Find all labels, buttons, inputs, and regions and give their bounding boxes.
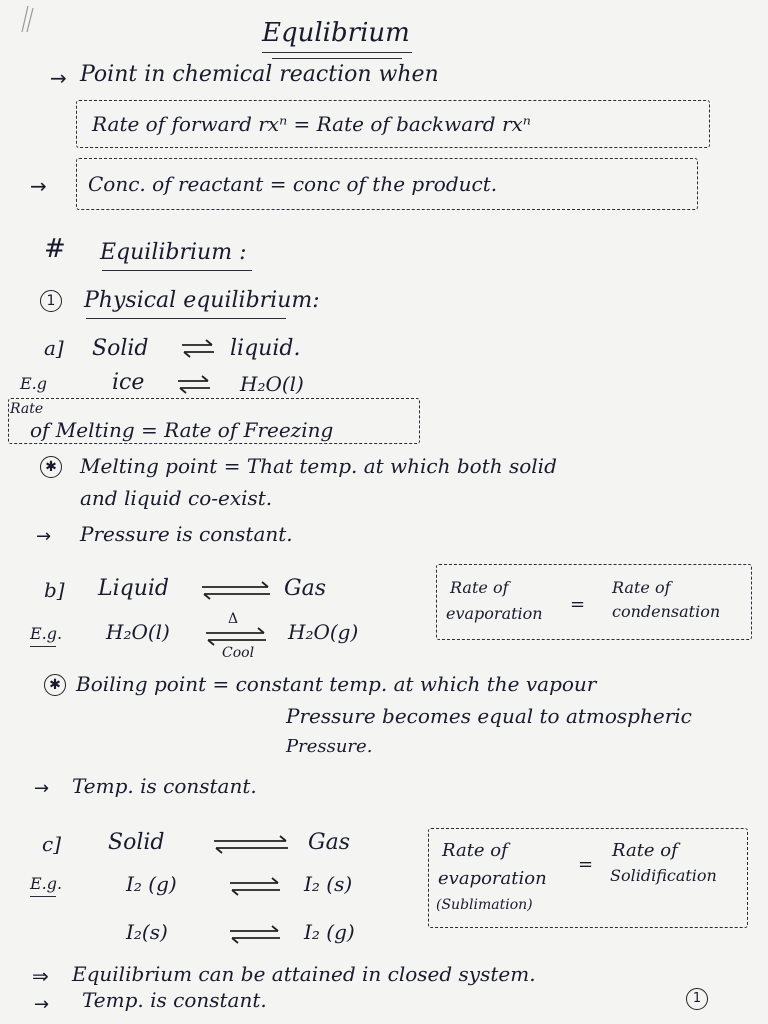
equilibrium-arrow-icon: [228, 924, 282, 944]
eg2-label: E.g.: [30, 624, 63, 643]
eg1-label: E.g: [20, 374, 48, 393]
arrow-icon: →: [30, 174, 47, 198]
solidification-label-2: Solidification: [610, 866, 717, 885]
c-gas: Gas: [308, 830, 350, 855]
page-number-badge: 1: [686, 988, 708, 1010]
iodine-r1-right: I₂ (s): [304, 872, 353, 896]
temp-constant-1: Temp. is constant.: [72, 774, 257, 798]
rate-tag: Rate: [10, 401, 44, 417]
c-label: c]: [42, 832, 62, 856]
physical-heading-underline: [86, 318, 286, 319]
sublimation-label-2: evaporation: [438, 868, 547, 889]
arrow-icon: →: [36, 526, 52, 547]
b-liquid: Liquid: [98, 576, 170, 601]
box-equals: =: [570, 594, 586, 615]
star-bullet-icon: ✱: [40, 456, 62, 478]
b-label: b]: [44, 578, 65, 602]
eg2-water-liquid: H₂O(l): [106, 620, 170, 644]
eg3-label: E.g.: [30, 874, 63, 893]
b-gas: Gas: [284, 576, 326, 601]
melting-point-line1: Melting point = That temp. at which both solid: [80, 454, 557, 478]
evaporation-label-1: Rate of: [450, 578, 509, 597]
condensation-label-1: Rate of: [612, 578, 671, 597]
star-bullet-icon: ✱: [44, 674, 66, 696]
concentration-text: Conc. of reactant = conc of the product.: [88, 172, 498, 196]
c-solid: Solid: [108, 830, 165, 855]
title-underline: [262, 52, 412, 53]
arrow-icon: →: [50, 66, 67, 90]
closed-system-line: Equilibrium can be attained in closed system.: [72, 962, 536, 986]
equilibrium-arrow-icon: [200, 580, 272, 600]
equilibrium-arrow-icon: [228, 876, 282, 896]
eg2-underline: [30, 646, 56, 647]
boiling-point-line2: Pressure becomes equal to atmospheric: [286, 704, 692, 728]
box-equals: =: [578, 854, 594, 875]
a-label: a]: [44, 336, 64, 360]
a-liquid: liquid.: [230, 336, 301, 361]
double-arrow-icon: ⇒: [32, 964, 49, 988]
hash-symbol: #: [44, 234, 66, 264]
equilibrium-arrow-icon: [204, 626, 268, 646]
section-heading-underline: [102, 270, 252, 271]
boiling-point-line3: Pressure.: [286, 736, 373, 757]
pen-scratch-mark: [18, 4, 38, 34]
heat-delta-label: Δ: [228, 611, 239, 627]
boiling-point-line1: Boiling point = constant temp. at which the vapour: [76, 672, 597, 696]
eg2-water-gas: H₂O(g): [288, 620, 359, 644]
number-1-badge: 1: [40, 290, 62, 312]
cool-label: Cool: [222, 645, 255, 661]
evaporation-label-2: evaporation: [446, 604, 543, 623]
iodine-r1-left: I₂ (g): [126, 872, 177, 896]
eg1-ice: ice: [112, 370, 145, 395]
melting-freezing-text: of Melting = Rate of Freezing: [30, 418, 334, 442]
temp-constant-2: Temp. is constant.: [82, 988, 267, 1012]
title-underline-2: [272, 58, 402, 59]
condensation-label-2: condensation: [612, 602, 721, 621]
eg3-underline: [30, 896, 56, 897]
solidification-label-1: Rate of: [612, 840, 678, 861]
iodine-r2-left: I₂(s): [126, 920, 168, 944]
iodine-r2-right: I₂ (g): [304, 920, 355, 944]
equilibrium-arrow-icon: [212, 834, 290, 854]
physical-heading: Physical equilibrium:: [84, 288, 320, 313]
section-heading: Equilibrium :: [100, 240, 247, 265]
equilibrium-arrow-icon: [176, 374, 212, 394]
forward-backward-text: Rate of forward rxⁿ = Rate of backward rxⁿ: [92, 112, 531, 136]
page-title: Equlibrium: [262, 18, 410, 48]
intro-line: Point in chemical reaction when: [80, 62, 439, 87]
melting-point-line2: and liquid co-exist.: [80, 486, 273, 510]
a-solid: Solid: [92, 336, 149, 361]
sublimation-label-3: (Sublimation): [436, 897, 533, 913]
eg1-water: H₂O(l): [240, 372, 304, 396]
equilibrium-arrow-icon: [180, 338, 216, 358]
arrow-icon: →: [34, 778, 50, 799]
pressure-constant: Pressure is constant.: [80, 522, 293, 546]
arrow-icon: →: [34, 994, 50, 1015]
sublimation-label-1: Rate of: [442, 840, 508, 861]
